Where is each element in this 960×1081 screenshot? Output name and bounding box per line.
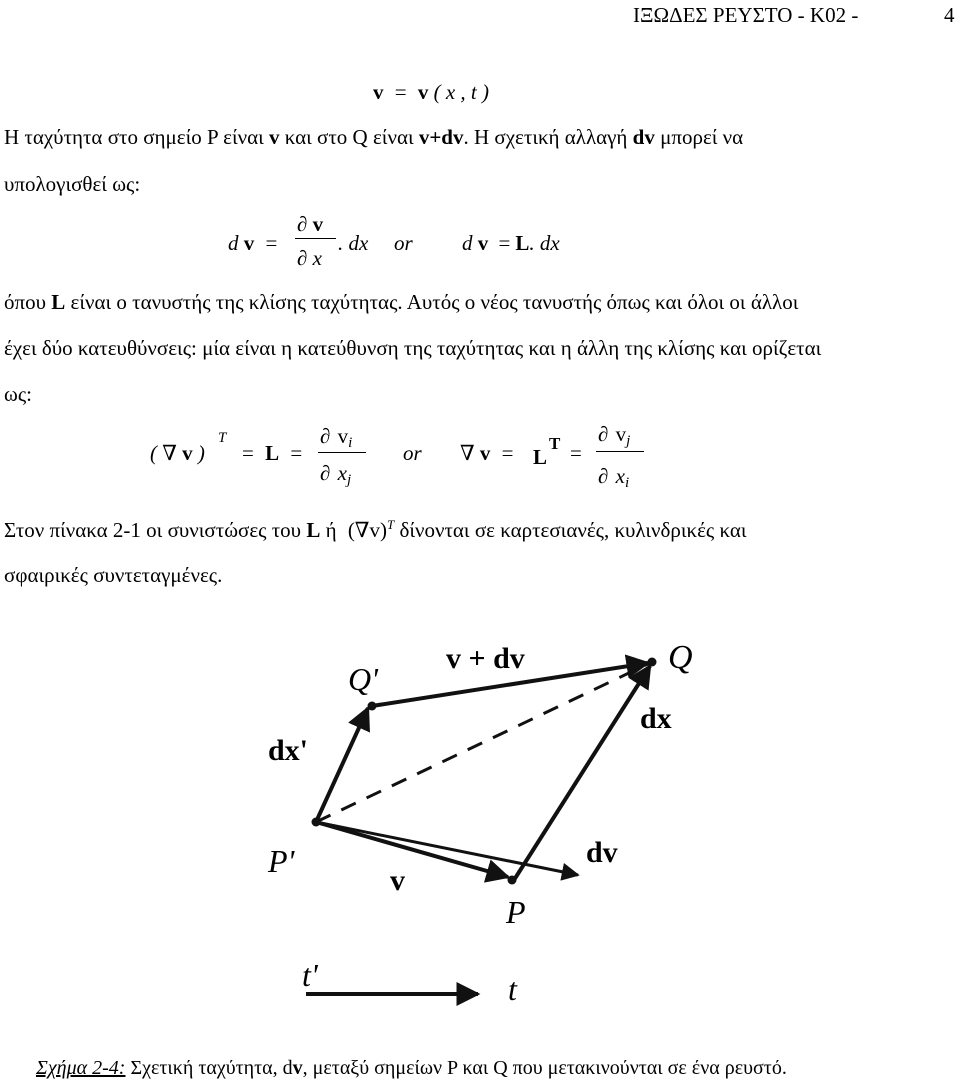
p3-text-a: Στον πίνακα 2-1 οι συνιστώσες του xyxy=(4,518,307,542)
page-number: 4 xyxy=(944,3,955,27)
p1-text-b: και στο Q είναι xyxy=(279,125,419,149)
num-sub: j xyxy=(626,433,631,449)
den-x: x xyxy=(337,461,347,485)
eq-d: d xyxy=(228,231,239,255)
eq-equals: = xyxy=(501,441,514,465)
p2-text-a: όπου xyxy=(4,290,52,314)
p2-text-b: είναι ο τανυστής της κλίσης ταχύτητας. Αυτός ο νέος τανυστής όπως και όλοι οι άλλοι xyxy=(65,290,799,314)
p1-bold-vdv: v+dv xyxy=(418,125,464,149)
paren-open: ( xyxy=(150,441,157,465)
label-t-prime: t' xyxy=(302,957,318,993)
paragraph-1-line-2: υπολογισθεί ως: xyxy=(4,172,141,196)
eq-v: v xyxy=(477,231,489,255)
paragraph-2-line-2: έχει δύο κατευθύνσεις: μία είναι η κατεύθυνση της ταχύτητας και η άλλη της κλίσης και ορίζεται xyxy=(4,336,822,360)
p3-grad: (∇v) xyxy=(347,518,387,542)
paragraph-2-line-3: ως: xyxy=(4,382,32,406)
eq-dot-dx: . dx xyxy=(338,231,369,255)
caption-text-b: , μεταξύ σημείων P και Q που μετακινούνται σε ένα ρευστό. xyxy=(302,1057,787,1079)
label-q: Q xyxy=(668,639,693,676)
nabla-symbol: ∇ xyxy=(460,441,475,465)
num-v: v xyxy=(615,422,627,446)
label-v-plus-dv: v + dv xyxy=(446,642,525,675)
partial-symbol: ∂ xyxy=(598,422,609,446)
point-q xyxy=(648,658,657,667)
num-sub: i xyxy=(348,435,353,451)
eq-v: v xyxy=(479,441,491,465)
eq-v: v xyxy=(243,231,255,255)
paren-close: ) xyxy=(197,441,205,465)
eq-dot-dx: . dx xyxy=(529,231,560,255)
den-x: x xyxy=(312,246,322,270)
running-title: ΙΞΩΔΕΣ ΡΕΥΣΤΟ - Κ02 - xyxy=(633,3,859,27)
p1-text-d: μπορεί να xyxy=(654,125,744,149)
figure-caption xyxy=(36,1058,787,1078)
label-dv: dv xyxy=(586,836,618,869)
paragraph-3-line-2: σφαιρικές συντεταγμένες. xyxy=(4,563,223,587)
point-p-prime xyxy=(312,818,321,827)
caption-prefix: Σχήμα 2-4: xyxy=(36,1057,126,1079)
den-sub: i xyxy=(624,475,630,491)
eq-L: L xyxy=(515,231,530,255)
eq-or-2: or xyxy=(403,441,422,465)
eq-equals: = xyxy=(290,441,303,465)
eq-equals: = xyxy=(242,441,254,465)
nabla-symbol: ∇ xyxy=(162,441,177,465)
num-v: v xyxy=(337,424,349,448)
superscript-T-bold: T xyxy=(549,434,561,453)
partial-symbol: ∂ xyxy=(320,461,331,485)
den-x: x xyxy=(615,464,625,488)
eq-or-1: or xyxy=(394,231,413,255)
eq-equals: = xyxy=(394,80,407,104)
label-q-prime: Q' xyxy=(348,661,378,697)
eq-equals: = xyxy=(498,231,511,255)
p3-bold-L: L xyxy=(306,518,321,542)
eq-L-transpose: L xyxy=(533,445,548,469)
p3-superscript-T: T xyxy=(386,517,395,532)
point-p xyxy=(508,876,517,885)
superscript-T: T xyxy=(218,430,227,446)
p1-bold-dv: dv xyxy=(632,125,655,149)
label-dx: dx xyxy=(640,702,672,735)
eq-equals-4: = xyxy=(570,441,582,465)
arrow-dx xyxy=(514,666,650,880)
p3-text-c: δίνονται σε καρτεσιανές, κυλινδρικές και xyxy=(394,518,747,542)
label-dx-prime: dx' xyxy=(268,734,309,767)
point-q-prime xyxy=(368,702,377,711)
p1-text-a: Η ταχύτητα στο σημείο P είναι xyxy=(4,125,269,149)
eq-equals: = xyxy=(265,231,278,255)
label-t: t xyxy=(508,971,517,1007)
eq-v-lhs: v xyxy=(373,80,384,104)
p1-bold-v: v xyxy=(269,125,280,149)
arrow-dv xyxy=(316,822,578,875)
label-p-prime: P' xyxy=(268,843,295,879)
arrow-dx-prime xyxy=(316,708,368,822)
partial-symbol: ∂ xyxy=(297,246,308,270)
caption-bold-v: v xyxy=(292,1057,303,1079)
label-p: P xyxy=(506,894,526,930)
p3-text-b: ή xyxy=(320,518,342,542)
num-v: v xyxy=(312,212,324,236)
caption-text-a: Σχετική ταχύτητα, d xyxy=(125,1057,293,1079)
eq-args: ( x , t ) xyxy=(433,80,489,104)
p1-text-c: . Η σχετική αλλαγή xyxy=(463,125,633,149)
label-v: v xyxy=(390,864,405,897)
partial-symbol: ∂ xyxy=(297,212,308,236)
eq-v: v xyxy=(182,441,193,465)
eq-v-rhs: v xyxy=(417,80,429,104)
eq-d: d xyxy=(462,231,473,255)
partial-symbol: ∂ xyxy=(598,464,609,488)
p2-bold-L: L xyxy=(51,290,66,314)
arrow-v xyxy=(316,822,508,877)
eq-L: L xyxy=(265,441,280,465)
partial-symbol: ∂ xyxy=(320,424,331,448)
den-sub: j xyxy=(346,472,352,488)
